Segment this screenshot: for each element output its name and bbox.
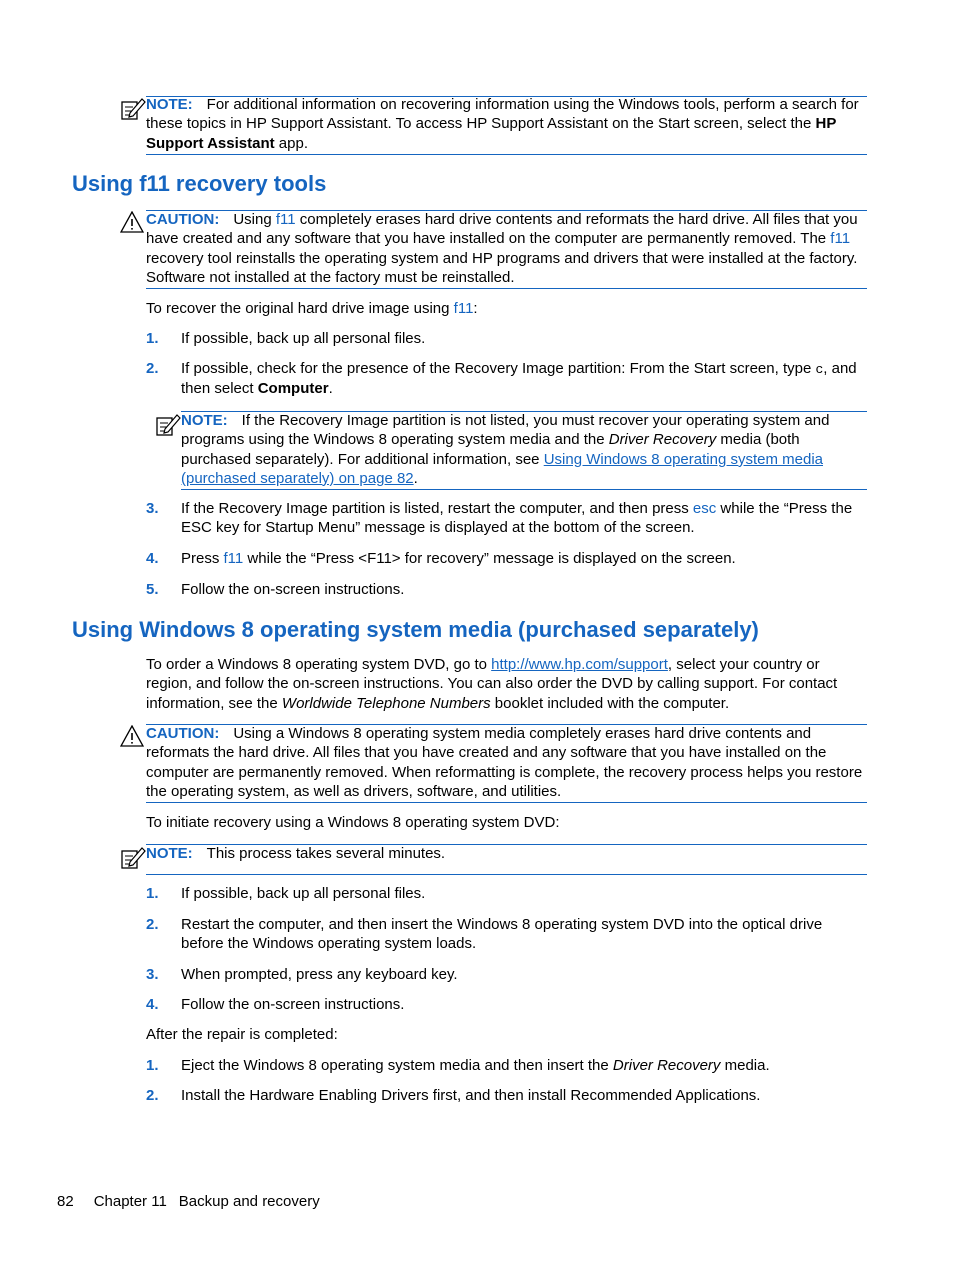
- note-rule-bottom: [146, 154, 867, 155]
- chapter-label: Chapter 11: [93, 1193, 167, 1210]
- f11-key: f11: [275, 211, 296, 228]
- caution-rule-bottom: [146, 802, 867, 803]
- initiate-paragraph: To initiate recovery using a Windows 8 operating system DVD:: [146, 814, 560, 831]
- note-label: NOTE:: [146, 96, 193, 113]
- caution-label: CAUTION:: [146, 725, 220, 742]
- step-text: When prompted, press any keyboard key.: [181, 966, 458, 983]
- step-text: Install the Hardware Enabling Drivers first, and then install Recommended Applications.: [181, 1087, 761, 1104]
- order-paragraph: To order a Windows 8 operating system DVD, go to http://www.hp.com/support, select your country or region, and follow the on-screen instructions. You can also order the DVD by calling support. For contact information, see the Worldwide Telephone Numbers booklet included with the computer.: [146, 656, 838, 712]
- step-number: 5.: [146, 581, 159, 598]
- step-number: 4.: [146, 996, 159, 1013]
- note-icon: [155, 413, 181, 437]
- computer-text: Computer: [257, 380, 329, 398]
- step-number: 1.: [146, 330, 159, 347]
- step-number: 2.: [146, 916, 159, 933]
- windows8-media-link[interactable]: Using Windows 8 operating system media (purchased separately) on page 82: [181, 450, 823, 487]
- step-text: Follow the on-screen instructions.: [181, 581, 405, 598]
- esc-key: esc: [692, 500, 717, 517]
- caution-icon: [120, 725, 144, 747]
- step-text: Eject the Windows 8 operating system media and then insert the Driver Recovery media.: [181, 1057, 770, 1074]
- page-number: 82: [57, 1193, 74, 1210]
- step-number: 3.: [146, 500, 159, 517]
- chapter-title: Backup and recovery: [178, 1193, 320, 1210]
- step-number: 1.: [146, 1057, 159, 1074]
- after-repair-paragraph: After the repair is completed:: [146, 1026, 338, 1043]
- section-heading-f11: Using f11 recovery tools: [72, 171, 327, 196]
- caution-block-1: CAUTION: Using f11 completely erases hard drive contents and reformats the hard drive. All files that you have created and any software that you have installed on the computer are permanently removed. The f11 recovery tool reinstalls the operating system and HP programs and drivers that were installed at the factory. Software not installed at the factory must be reinstalled.: [146, 211, 858, 286]
- note-rule-bottom: [146, 874, 867, 875]
- step-text: If possible, check for the presence of the Recovery Image partition: From the Start screen, type c, and then select Computer.: [181, 360, 857, 398]
- f11-key: f11: [453, 300, 474, 317]
- step-number: 2.: [146, 360, 159, 377]
- caution-label: CAUTION:: [146, 211, 220, 228]
- note-icon: [120, 846, 146, 870]
- driver-recovery-text: Driver Recovery: [608, 431, 717, 449]
- note-block-2: NOTE: If the Recovery Image partition is not listed, you must recover your operating system and programs using the Windows 8 operating system media and the Driver Recovery media (both purchased separately). For additional information, see Using Windows 8 operating system media (purchased separately) on page 82.: [181, 412, 830, 487]
- caution-rule-bottom: [146, 288, 867, 289]
- note-label: NOTE:: [181, 412, 228, 429]
- f11-key: f11: [830, 230, 851, 248]
- note-rule-bottom: [181, 489, 867, 490]
- step-text: If possible, back up all personal files.: [181, 885, 426, 902]
- note-label: NOTE:: [146, 845, 193, 862]
- step-text: If possible, back up all personal files.: [181, 330, 426, 347]
- step-number: 2.: [146, 1087, 159, 1104]
- step-text: Press f11 while the “Press <F11> for recovery” message is displayed on the screen.: [181, 550, 736, 567]
- note-block-3: NOTE: This process takes several minutes.: [146, 845, 446, 862]
- page-footer: [57, 1192, 320, 1211]
- hp-support-assistant-text: HP Support Assistant: [146, 115, 837, 152]
- driver-recovery-text: Driver Recovery: [612, 1057, 721, 1074]
- caution-block-2: CAUTION: Using a Windows 8 operating system media completely erases hard drive contents and reformats the hard drive. All files that you have created and any software that you have installed on the computer are permanently removed. When reformatting is complete, the recovery process helps you restore the operating system, as well as drivers, software, and utilities.: [146, 725, 863, 800]
- step-text: Restart the computer, and then insert the Windows 8 operating system DVD into the optical drive before the Windows operating system loads.: [181, 916, 823, 953]
- step-number: 1.: [146, 885, 159, 902]
- note-icon: [120, 97, 146, 121]
- worldwide-telephone-numbers-text: Worldwide Telephone Numbers: [281, 694, 491, 712]
- step-text: Follow the on-screen instructions.: [181, 996, 405, 1013]
- step-number: 4.: [146, 550, 159, 567]
- section-heading-windows8-media: Using Windows 8 operating system media (purchased separately): [72, 617, 759, 642]
- caution-icon: [120, 211, 144, 233]
- note-block-1: NOTE: For additional information on recovering information using the Windows tools, perform a search for these topics in HP Support Assistant. To access HP Support Assistant on the Start screen, select the HP Support Assistant app.: [146, 96, 859, 152]
- step-number: 3.: [146, 966, 159, 983]
- intro-paragraph: To recover the original hard drive image using f11:: [146, 300, 478, 317]
- step-text: If the Recovery Image partition is listed, restart the computer, and then press esc while the “Press the ESC key for Startup Menu” message is displayed at the bottom of the screen.: [181, 500, 853, 537]
- f11-key: f11: [223, 550, 244, 567]
- code-text: c: [815, 362, 824, 377]
- hp-support-link[interactable]: http://www.hp.com/support: [491, 656, 668, 673]
